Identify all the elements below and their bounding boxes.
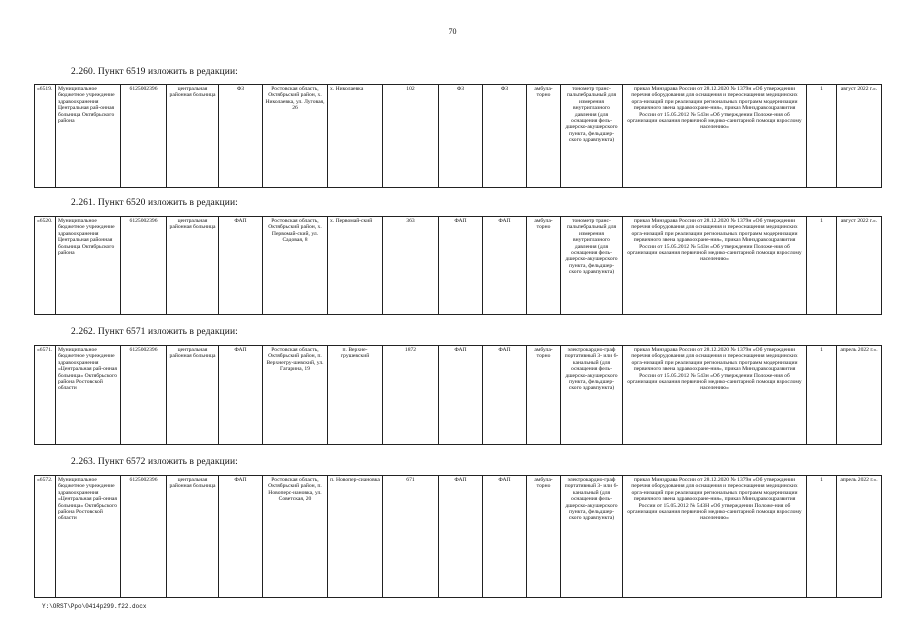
deadline: август 2022 г.».: [837, 217, 882, 315]
institution-type: центральная районная больница: [167, 217, 219, 315]
quantity: 1: [807, 85, 837, 188]
equipment: тонометр транс-пальпебральный для измерения внутриглазного давления (для оснащения фель-дшерско-акушерского пункта, фельдшер-ского здравпункта): [561, 217, 623, 315]
organization-name: Муниципальное бюджетное учреждение здравоохранения «Центральная рай-онная больница» Октябрьского района Ростовской области: [56, 346, 121, 445]
population: 671: [383, 476, 439, 598]
unit-type-current: ФЗ: [439, 85, 483, 188]
record-table: [34, 475, 882, 598]
care-form: амбула-торно: [527, 217, 561, 315]
care-form: амбула-торно: [527, 346, 561, 445]
locality: п. Новопер-сиановка: [328, 476, 383, 598]
section-heading: 2.260. Пункт 6519 изложить в редакции:: [71, 67, 238, 77]
unit-type-planned: ФАП: [483, 476, 527, 598]
table-row: [35, 476, 882, 598]
section-heading: 2.262. Пункт 6571 изложить в редакции:: [71, 327, 238, 337]
care-form: амбула-торно: [527, 85, 561, 188]
record-table: [34, 216, 882, 315]
unit-type-planned: ФАП: [483, 346, 527, 445]
deadline: август 2022 г.».: [837, 85, 882, 188]
inn-value: 6125002396: [121, 85, 167, 188]
unit-type: ФАП: [219, 476, 263, 598]
section-heading: 2.261. Пункт 6520 изложить в редакции:: [71, 198, 238, 208]
unit-type-current: ФАП: [439, 346, 483, 445]
unit-type-current: ФАП: [439, 217, 483, 315]
population: 102: [383, 85, 439, 188]
quantity: 1: [807, 217, 837, 315]
item-number: «6520.: [35, 217, 56, 315]
deadline: апрель 2022 г.».: [837, 346, 882, 445]
population: 1872: [383, 346, 439, 445]
quantity: 1: [807, 476, 837, 598]
locality: п. Верхне-грушевский: [328, 346, 383, 445]
institution-type: центральная районная больница: [167, 346, 219, 445]
file-path-footer: Y:\ORST\Ppo\0414p299.f22.docx: [42, 603, 147, 610]
inn-value: 6125002396: [121, 217, 167, 315]
care-form: амбула-торно: [527, 476, 561, 598]
organization-name: Муниципальное бюджетное учреждение здравоохранения «Центральная рай-онная больница» Октябрьского района Ростовской области: [56, 476, 121, 598]
unit-type-planned: ФАП: [483, 217, 527, 315]
deadline: апрель 2022 г.».: [837, 476, 882, 598]
address: Ростовская область, Октябрьский район, х. Первомай-ский, ул. Садовая, 8: [263, 217, 328, 315]
quantity: 1: [807, 346, 837, 445]
inn-value: 6125002396: [121, 476, 167, 598]
table-row: [35, 217, 882, 315]
unit-type-planned: ФЗ: [483, 85, 527, 188]
locality: х. Николаевка: [328, 85, 383, 188]
unit-type: ФАП: [219, 217, 263, 315]
page-number: 70: [448, 27, 457, 36]
equipment: тонометр транс-пальпебральный для измерения внутриглазного давления (для оснащения фель-дшерско-акушерского пункта, фельдшер-ского здравпункта): [561, 85, 623, 188]
item-number: «6519.: [35, 85, 56, 188]
unit-type: ФЗ: [219, 85, 263, 188]
record-table: [34, 345, 882, 445]
item-number: «6572.: [35, 476, 56, 598]
organization-name: Муниципальное бюджетное учреждение здравоохранения Центральная районная больница Октябрьского района: [56, 217, 121, 315]
equipment: электрокардио-граф портативный 3- или 6-канальный (для оснащения фель-дшерско-акушерского пункта, фельдшер-ского здравпункта): [561, 346, 623, 445]
institution-type: центральная районная больница: [167, 85, 219, 188]
organization-name: Муниципальное бюджетное учреждение здравоохранения Центральная рай-онная больница Октябрьского района: [56, 85, 121, 188]
table-row: [35, 346, 882, 445]
locality: х. Первомай-ский: [328, 217, 383, 315]
inn-value: 6125002396: [121, 346, 167, 445]
address: Ростовская область, Октябрьский район, п. Новоперс-иановка, ул. Советская, 20: [263, 476, 328, 598]
item-number: «6571.: [35, 346, 56, 445]
equipment: электрокардио-граф портативный 3- или 6-канальный (для оснащения фель-дшерско-акушерского пункта, фельдшер-ского здравпункта): [561, 476, 623, 598]
address: Ростовская область, Октябрьский район, х. Николаевка, ул. Луговая, 26: [263, 85, 328, 188]
table-row: [35, 85, 882, 188]
regulation: приказ Минздрава России от 28.12.2020 № 1379н «Об утверждении перечня оборудования для оснащения и переоснащения медицинских орга-низаций при реализации региональных программ модернизации первичного звена здравоохране-ния», приказ Минздравсоцразвития России от 15.05.2012 № 543н «Об утверждении Положе-ния об организации оказания первичной медико-санитарной помощи взрослому населению»: [623, 217, 807, 315]
institution-type: центральная районная больница: [167, 476, 219, 598]
unit-type-current: ФАП: [439, 476, 483, 598]
address: Ростовская область, Октябрьский район, п. Верхнегру-шевский, ул. Гагарина, 19: [263, 346, 328, 445]
regulation: приказ Минздрава России от 28.12.2020 № 1379н «Об утверждении перечня оборудования для оснащения и переоснащения медицинских орга-низаций при реализации региональных программ модернизации первичного звена здравоохране-ния», приказ Минздравсоцразвития России от 15.05.2012 № 543н «Об утверждении Положе-ния об организации оказания первичной медико-санитарной помощи взрослому населению»: [623, 346, 807, 445]
population: 363: [383, 217, 439, 315]
regulation: приказ Минздрава России от 28.12.2020 № 1379н «Об утверждении перечня оборудования для оснащения и переоснащения медицинских орга-низаций при реализации региональных программ модернизации первичного звена здравоохране-ния», приказ Минздравсоцразвития России от 15.05.2012 № 543н «Об утверждении Положе-ния об организации оказания первичной медико-санитарной помощи взрослому населению»: [623, 85, 807, 188]
record-table: [34, 84, 882, 188]
unit-type: ФАП: [219, 346, 263, 445]
section-heading: 2.263. Пункт 6572 изложить в редакции:: [71, 457, 238, 467]
regulation: приказ Минздрава России от 28.12.2020 № 1379н «Об утверждении перечня оборудования для оснащения и переоснащения медицинских орга-низаций при реализации региональных программ модернизации первичного звена здравоохране-ния», приказ Минздравсоцразвития России от 15.05.2012 № 543Н «Об утверждении Положе-ния об организации оказания первичной медико-санитарной помощи взрослому населению»: [623, 476, 807, 598]
